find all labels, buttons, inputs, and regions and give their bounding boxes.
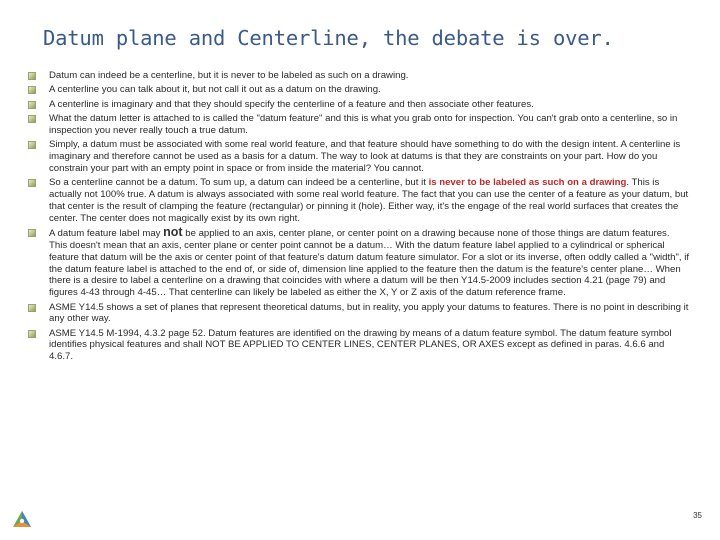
bullet-item-4 (26, 113, 690, 137)
bullet-text: A centerline is imaginary and that they should specify the centerline of a feature and then associate other features. (49, 98, 534, 110)
bullet-text: ASME Y14.5 M-1994, 4.3.2 page 52. Datum features are identified on the drawing by means of a datum feature symbol. The datum feature symbol identifies physical features and shall NOT BE APPLIED TO CENTER LINES, CENTER PLANES, OR AXES except as defined in paras. 4.6.6 and 4.6.7. (49, 327, 672, 363)
bullet-list (26, 70, 690, 366)
square-bullet-icon (28, 86, 36, 94)
bullet-text: Simply, a datum must be associated with some real world feature, and that feature should have something to do with the design intent. A centerline is imaginary and therefore cannot be used as a basis for a datum. The way to look at datums is that they are constraints on your part. How do you constrain your part with an empty point in space or from inside the material? You cannot. (49, 139, 681, 174)
slide-title: Datum plane and Centerline, the debate is over. (43, 26, 614, 50)
emphasis-not: not (163, 225, 183, 240)
bullet-item-7 (26, 227, 690, 299)
bullet-text: What the datum letter is attached to is called the "datum feature" and this is what you grab onto for inspection. You can't grab onto a centerline, so in inspection you never really touch a true datum. (49, 113, 678, 136)
square-bullet-icon (28, 330, 36, 338)
bullet-item-3 (26, 99, 690, 111)
triangle-logo-icon (12, 510, 32, 528)
bullet-item-2 (26, 84, 690, 96)
square-bullet-icon (28, 101, 36, 109)
bullet-text-post: . This is actually not 100% true. A datum is always associated with some real world feature. The fact that you can use the center of a feature as your datum, but that center is the result of clamping the feature (rectangular) or pinning it (hole). Either way, it's the engage of the real world surfaces that creates the center. The center does not magically exist by its own right. (49, 177, 689, 224)
square-bullet-icon (28, 72, 36, 80)
bullet-text-post: be applied to an axis, center plane, or center point on a drawing because none of those things are datum features. This doesn't mean that an axis, center plane or center point cannot be a datum… With the datum feature label applied to a cylindrical or spherical feature that datum will be the axis or center point of that feature's datum datum feature simulator. For a slot or its inverse, often oddly called a "width", if the datum feature label is attached to the end of, or side of, dimension line applied to the feature then the datum is the feature's center plane… When there is a desire to label a centerline on a drawing that coincides with where a datum will be then Y14.5-2009 includes section 4.21 (page 79) and figures 4-43 through 4-45… That centerline can likely be labeled as either the X, Y or Z axis of the datum reference frame. (49, 228, 690, 299)
bullet-item-9 (26, 328, 690, 363)
bullet-item-1 (26, 70, 690, 82)
square-bullet-icon (28, 304, 36, 312)
square-bullet-icon (28, 115, 36, 123)
bullet-item-8 (26, 302, 690, 326)
bullet-item-6 (26, 177, 690, 224)
square-bullet-icon (28, 179, 36, 187)
bullet-text-pre: A datum feature label may (49, 228, 164, 240)
page-number: 35 (693, 511, 702, 520)
bullet-text-pre: So a centerline cannot be a datum. To sum up, a datum can indeed be a centerline, but it (49, 177, 429, 189)
bullet-text: A centerline you can talk about it, but not call it out as a datum on the drawing. (49, 84, 381, 96)
emphasis-text: is never to be labeled as such on a drawing (428, 177, 627, 189)
square-bullet-icon (28, 229, 36, 237)
bullet-text: ASME Y14.5 shows a set of planes that represent theoretical datums, but in reality, you apply your datums to features. There is no point in describing it any other way. (49, 301, 689, 325)
square-bullet-icon (28, 141, 36, 149)
bullet-item-5 (26, 139, 690, 174)
bullet-text: Datum can indeed be a centerline, but it is never to be labeled as such on a drawing. (49, 70, 409, 81)
